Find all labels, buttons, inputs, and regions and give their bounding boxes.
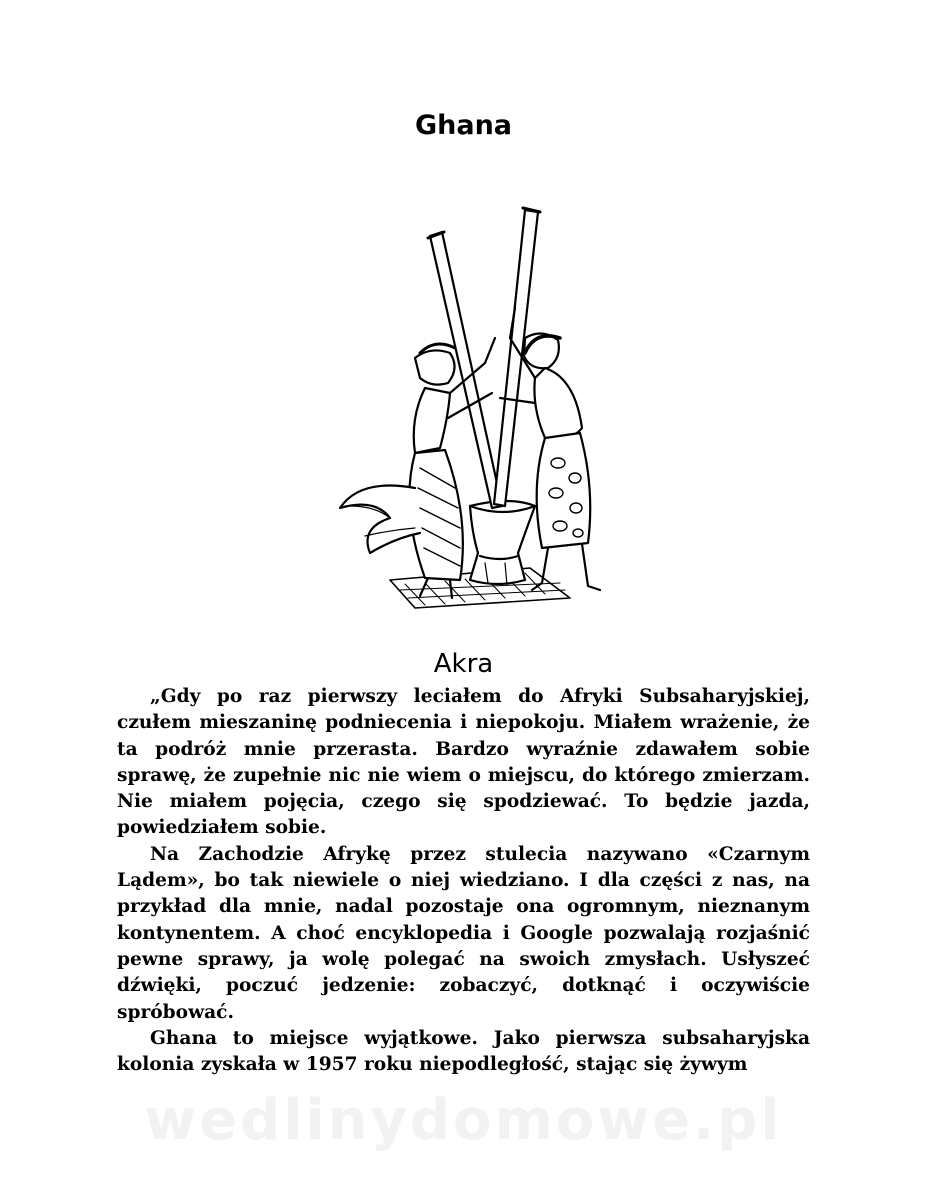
paragraph: Na Zachodzie Afrykę przez stulecia nazywano «Czarnym Lądem», bo tak niewiele o niej wiedziano. I dla części z nas, na przykład dla mnie, nadal pozostaje ona ogromnym, nieznanym kontynentem. A choć encyklopedia i Google pozwalają rozjaśnić pewne sprawy, ja wolę polegać na swoich zmysłach. Usłyszeć dźwięki, poczuć jedzenie: zobaczyć, dotknąć i oczywiście spróbować. <box>117 843 810 1023</box>
paragraph: „Gdy po raz pierwszy leciałem do Afryki Subsaharyjskiej, czułem mieszaninę podniecenia i niepokoju. Miałem wrażenie, że ta podróż mnie przerasta. Bardzo wyraźnie zdawałem sobie sprawę, że zupełnie nic nie wiem o miejscu, do którego zmierzam. Nie miałem pojęcia, czego się spodziewać. To będzie jazda, powiedziałem sobie. <box>117 686 810 839</box>
watermark: wedlinydomowe.pl <box>144 1088 783 1153</box>
paragraph: Ghana to miejsce wyjątkowe. Jako pierwsza subsaharyjska kolonia zyskała w 1957 roku niepodległość, stając się żywym <box>117 1027 810 1076</box>
page-title: Ghana <box>414 110 513 141</box>
women-pounding-fufu-illustration <box>320 188 606 618</box>
body-text <box>117 684 810 1078</box>
section-title: Akra <box>433 649 494 679</box>
